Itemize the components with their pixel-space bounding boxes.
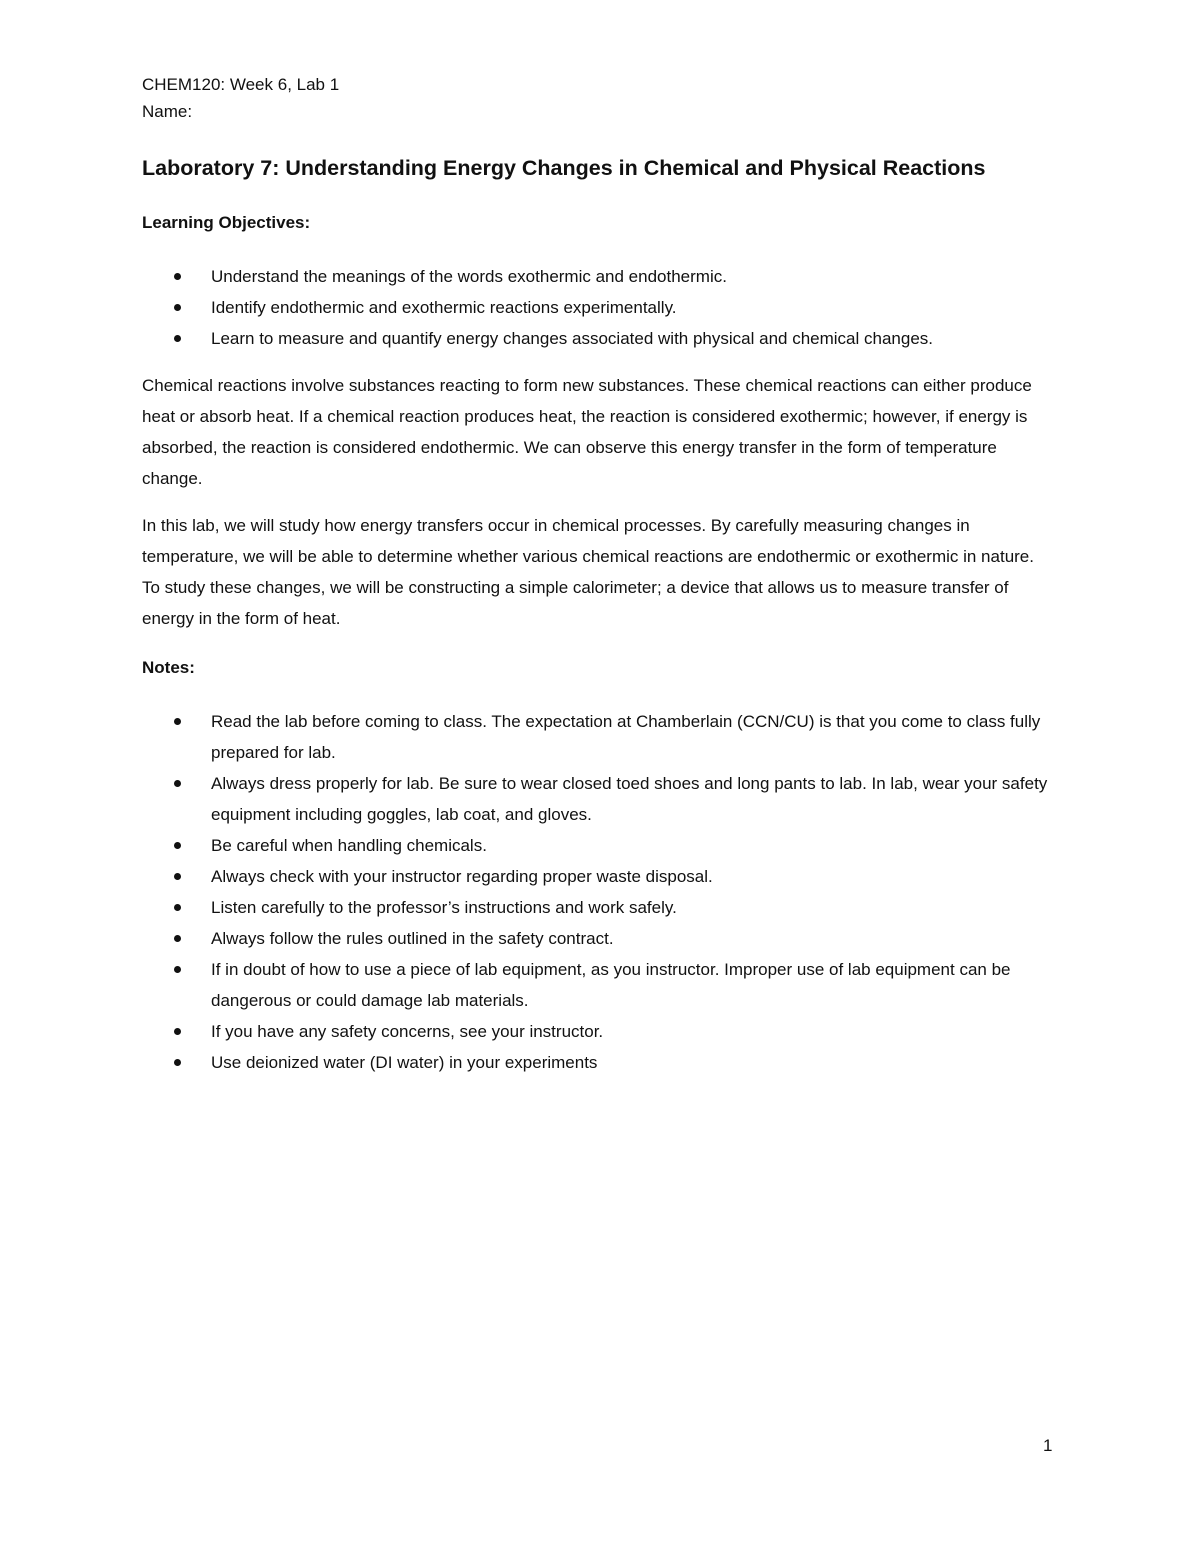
- bullet-icon: [174, 335, 181, 342]
- list-item-text: If you have any safety concerns, see your instructor.: [211, 1022, 604, 1041]
- objectives-heading: Learning Objectives:: [142, 213, 311, 232]
- list-item-text: Always check with your instructor regarding proper waste disposal.: [211, 867, 713, 886]
- bullet-icon: [174, 966, 181, 973]
- course-line: CHEM120: Week 6, Lab 1: [142, 75, 340, 94]
- list-item-text: Identify endothermic and exothermic reactions experimentally.: [211, 298, 677, 317]
- list-item: [142, 706, 1072, 768]
- lab-paragraph: In this lab, we will study how energy transfers occur in chemical processes. By carefully measuring changes in temperature, we will be able to determine whether various chemical reactions are endothermic or exothermic in nature. To study these changes, we will be constructing a simple calorimeter; a device that allows us to measure transfer of energy in the form of heat.: [142, 516, 1034, 628]
- list-item: [142, 1016, 1072, 1047]
- bullet-icon: [174, 718, 181, 725]
- bullet-icon: [174, 304, 181, 311]
- list-item-text: Listen carefully to the professor’s instructions and work safely.: [211, 898, 677, 917]
- list-item: [142, 323, 1072, 354]
- list-item: [142, 1047, 1072, 1078]
- list-item-text: Be careful when handling chemicals.: [211, 836, 487, 855]
- page-title: Laboratory 7: Understanding Energy Changes in Chemical and Physical Reactions: [142, 156, 986, 180]
- bullet-icon: [174, 873, 181, 880]
- bullet-icon: [174, 780, 181, 787]
- list-item: [142, 923, 1072, 954]
- intro-paragraph: Chemical reactions involve substances reacting to form new substances. These chemical reactions can either produce heat or absorb heat. If a chemical reaction produces heat, the reaction is considered exothermic; however, if energy is absorbed, the reaction is considered endothermic. We can observe this energy transfer in the form of temperature change.: [142, 376, 1032, 488]
- list-item: [142, 261, 1072, 292]
- bullet-icon: [174, 1028, 181, 1035]
- bullet-icon: [174, 842, 181, 849]
- bullet-icon: [174, 935, 181, 942]
- notes-list: [142, 706, 1072, 1078]
- list-item: [142, 954, 1072, 1016]
- list-item-text: Always dress properly for lab. Be sure to wear closed toed shoes and long pants to lab. In lab, wear your safety equipment including goggles, lab coat, and gloves.: [211, 774, 1048, 824]
- list-item: [142, 830, 1072, 861]
- list-item-text: Understand the meanings of the words exothermic and endothermic.: [211, 267, 727, 286]
- objectives-list: [142, 261, 1072, 354]
- list-item-text: Always follow the rules outlined in the safety contract.: [211, 929, 614, 948]
- list-item: [142, 768, 1072, 830]
- list-item-text: Learn to measure and quantify energy changes associated with physical and chemical changes.: [211, 329, 933, 348]
- list-item: [142, 292, 1072, 323]
- name-label: Name:: [142, 102, 193, 121]
- list-item-text: Read the lab before coming to class. The expectation at Chamberlain (CCN/CU) is that you come to class fully prepared for lab.: [211, 712, 1041, 762]
- list-item-text: If in doubt of how to use a piece of lab equipment, as you instructor. Improper use of lab equipment can be dangerous or could damage lab materials.: [211, 960, 1011, 1010]
- list-item: [142, 892, 1072, 923]
- bullet-icon: [174, 273, 181, 280]
- bullet-icon: [174, 904, 181, 911]
- list-item-text: Use deionized water (DI water) in your experiments: [211, 1053, 598, 1072]
- page-number: 1: [1043, 1436, 1053, 1455]
- notes-heading: Notes:: [142, 658, 195, 677]
- list-item: [142, 861, 1072, 892]
- bullet-icon: [174, 1059, 181, 1066]
